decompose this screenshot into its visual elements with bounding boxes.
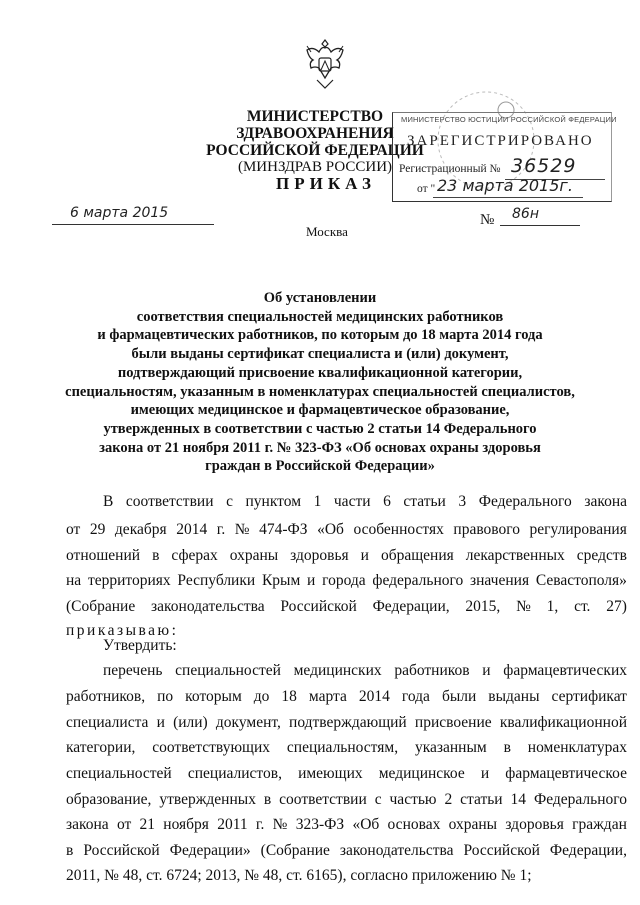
word: здоровья [505,816,564,833]
word: 2015, [465,598,501,615]
word: в [263,791,272,808]
title-line: закона от 21 ноября 2011 г. № 323-ФЗ «Об основах охраны здоровья [99,439,541,456]
word: значения [470,572,530,589]
word: 1, [546,598,559,615]
paragraph-line [103,493,627,511]
word: подтверждающий [289,714,407,731]
word: выданы [488,688,540,705]
word: (Собрание [66,598,136,615]
word: 14 [510,791,527,808]
title-line: Об установлении [263,290,377,306]
title-line: и фармацевтических работников, по которым до 18 марта 2014 года [97,327,543,344]
word: на [66,572,82,589]
word: Российской [83,842,160,859]
order-date-handwritten: 6 марта 2015 [70,205,169,221]
word: Республики [177,572,256,589]
word: г. [216,521,226,538]
word: указанным [414,739,487,756]
word: имеющих [298,765,363,782]
word: перечень [103,662,163,679]
word: основах [387,816,441,833]
word: (или) [173,714,208,731]
paragraph-line [66,842,627,860]
registration-stamp [392,112,617,202]
stamp-date-label: от " [417,183,436,195]
word: 2014 [176,521,208,538]
word: медицинских [293,662,382,679]
word: по [157,688,174,705]
ministry-name-line1: МИНИСТЕРСТВО ЗДРАВООХРАНЕНИЯ [236,108,394,142]
word: правового [453,521,520,538]
word: 6 [383,493,391,510]
word: в [66,842,74,859]
word: марта [308,688,347,705]
word: номенклатурах [527,739,627,756]
paragraph-line [66,765,627,783]
word: средств [576,547,627,564]
word: граждан [572,816,627,833]
word: утвержденных [159,791,256,808]
word: «Об [352,816,380,833]
word: в [503,739,511,756]
word: закона [66,816,109,833]
word: отношений [66,547,141,564]
word: Севастополя» [535,572,627,589]
word: 323-ФЗ [295,816,345,833]
order-word: приказываю: [66,622,179,639]
word: соответствии [279,791,367,808]
word: фармацевтическое [505,765,627,782]
word: 2 [444,791,453,808]
word: образование, [66,791,152,808]
word: и [156,714,165,731]
word: сферах [171,547,218,564]
word: и [360,547,369,564]
word: регулирования [529,521,627,538]
word: соответствующих [152,739,271,756]
word: присвоение [414,714,492,731]
word: 18 [281,688,297,705]
title-line: утвержденных в соответствии с частью 2 статьи 14 Федерального [103,420,537,437]
word: Российской [463,842,540,859]
word: статьи [403,493,446,510]
word: Крым [261,572,301,589]
order-number-handwritten: 86н [512,206,539,222]
word: № [516,598,531,615]
word: декабря [114,521,167,538]
word: федерального [372,572,464,589]
word: Федерации, [372,598,450,615]
word: (Собрание [260,842,330,859]
title-line: имеющих медицинское и фармацевтическое образование, [130,402,510,419]
word: № [234,521,250,538]
paragraph-line [66,572,627,590]
word: 21 [139,816,156,833]
word: в [152,547,160,564]
stamp-date-handwritten: 23 марта 2015г. [437,176,573,195]
word: г. [255,816,265,833]
word: охраны [229,547,279,564]
word: части [333,493,371,510]
word: с [226,493,233,510]
ministry-name-line2: РОССИЙСКОЙ ФЕДЕРАЦИИ [206,142,424,159]
word: обращения [380,547,454,564]
word: Федерации, [549,842,627,859]
paragraph-line [66,791,627,809]
word: с [374,791,382,808]
word: и [307,572,316,589]
paragraph-line [66,816,627,834]
title-line: специальностям, указанным в номенклатурах специальностей специалистов, [65,383,575,400]
word: специальностям, [286,739,399,756]
word: статьи [460,791,503,808]
word: и [480,765,490,782]
word: особенностях [353,521,444,538]
word: квалификационной [499,714,627,731]
word: категории, [66,739,136,756]
word: от [66,521,81,538]
word: № [272,816,288,833]
word: 27) [606,598,627,615]
word: документ, [215,714,281,731]
stamp-ministry-text: МИНИСТЕРСТВО ЮСТИЦИИ РОССИЙСКОЙ ФЕДЕРАЦИИ [401,115,617,124]
approve-heading: Утвердить: [103,637,177,654]
word: которым [185,688,242,705]
stamp-registration-number: 36529 [511,155,577,177]
word: 29 [89,521,106,538]
paragraph-line [66,714,627,732]
word: работников, [66,688,146,705]
word: специальностей [175,662,281,679]
word: сертификат [551,688,627,705]
word: закона [584,493,627,510]
word: Российской [280,598,357,615]
word: были [441,688,477,705]
title-line: были выданы сертификат специалиста и (или) документ, [131,346,509,363]
word: специалиста [66,714,149,731]
word: лекарственных [465,547,565,564]
word: до [253,688,270,705]
word: специалистов, [187,765,282,782]
paragraph-line [66,739,627,757]
word: Федерации» [169,842,251,859]
paragraph-line [66,547,627,565]
word: пунктом [245,493,302,510]
paragraph-line [66,598,627,616]
stamp-title: ЗАРЕГИСТРИРОВАНО [407,133,594,149]
word: года [401,688,430,705]
word: ноября [163,816,209,833]
word: 474-ФЗ [259,521,308,538]
word: законодательства [339,842,454,859]
word: города [322,572,366,589]
stamp-registration-label: Регистрационный № [399,163,501,175]
word: 3 [458,493,467,510]
title-line: соответствия специальностей медицинских работников [136,308,504,325]
paragraph-line [66,688,627,706]
word: фармацевтических [503,662,627,679]
word: медицинское [378,765,465,782]
word: охраны [448,816,498,833]
document-title [60,289,580,476]
word: специальностей [66,765,172,782]
word: законодательства [151,598,265,615]
date-underline [52,224,214,225]
paragraph-line: 2011, № 48, ст. 6724; 2013, № 48, ст. 6165), согласно приложению № 1; [66,867,532,884]
word: 2011 [217,816,248,833]
word: здоровья [290,547,349,564]
number-underline [500,225,580,226]
word: и [482,662,491,679]
title-line: граждан в Российской Федерации» [205,458,435,475]
paragraph-line [103,662,627,680]
order-heading: ПРИКАЗ [276,174,376,193]
word: В [103,493,114,510]
word: ст. [574,598,591,615]
word: Федерального [533,791,627,808]
word: Федерального [478,493,572,510]
word: 2014 [358,688,390,705]
ministry-short-name: (МИНЗДРАВ РОССИИ) [237,159,393,175]
word: соответствии [125,493,214,510]
paragraph-line [66,521,627,539]
word: от [116,816,132,833]
word: частью [389,791,437,808]
coat-of-arms-emblem [299,36,351,92]
word: работников [394,662,470,679]
word: «Об [317,521,344,538]
order-number-label: № [480,212,495,228]
title-line: подтверждающий присвоение квалификационной категории, [117,364,523,381]
word: 1 [313,493,322,510]
word: территориях [87,572,171,589]
order-city: Москва [306,224,348,239]
